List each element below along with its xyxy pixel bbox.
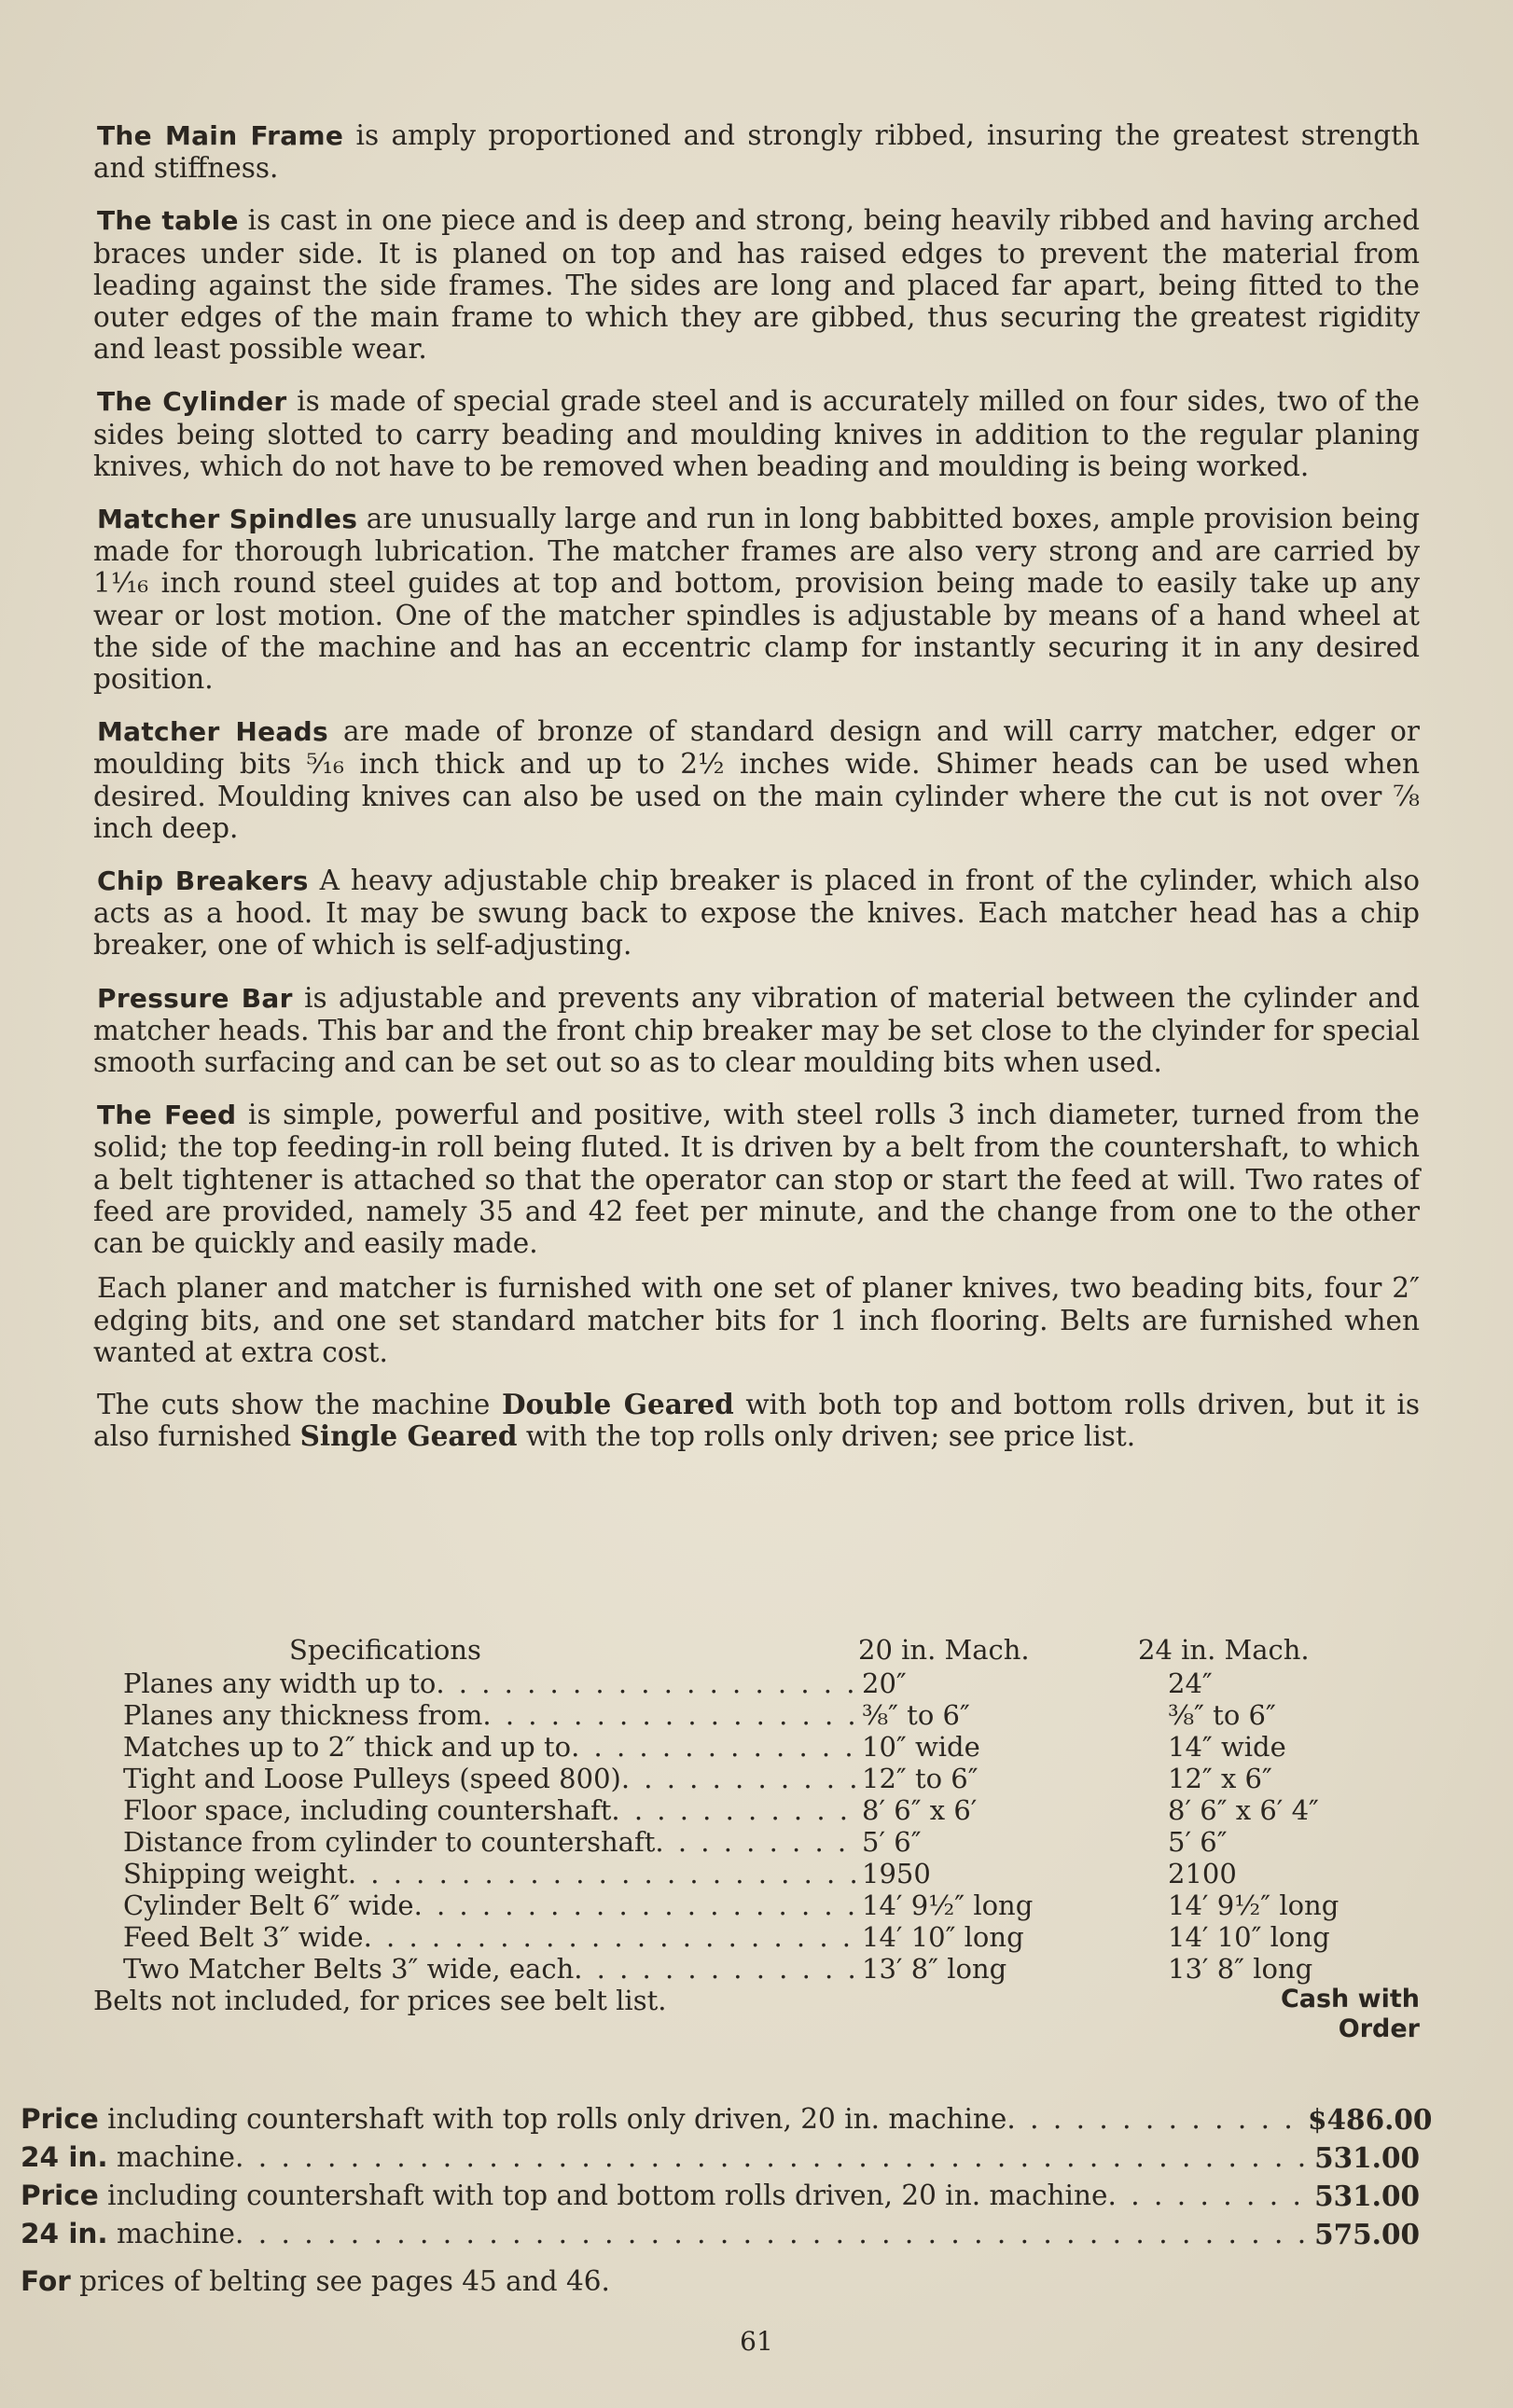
price-value: 531.00: [1314, 2141, 1420, 2174]
paragraph-cuts: [93, 1389, 1420, 1452]
spec-row: [93, 1921, 1420, 1953]
text-matcher-heads: are made of bronze of standard design and will carry matcher, edger or moulding bits ⁵⁄₁₆ inch thick and up to 2½ inches wide. Shimer heads can be used when desired. Moulding knives can also be used on the main cylinder where the cut is not over ⅞ inch deep.: [93, 715, 1420, 844]
spec-label: Two Matcher Belts 3″ wide, each: [123, 1953, 575, 1985]
spec-label: Planes any thickness from: [123, 1699, 483, 1731]
belting-note-text: prices of belting see pages 45 and 46.: [70, 2265, 610, 2297]
specifications-heading: Specifications: [289, 1634, 481, 1666]
spec-value-20: 8′ 6″ x 6′: [862, 1794, 978, 1826]
spec-value-24: ⅜″ to 6″: [1168, 1699, 1276, 1731]
text-cylinder: is made of special grade steel and is accurately milled on four sides, two of the sides being slotted to carry beading and moulding knives in addition to the regular planing knives, which do not have to be removed when beading and moulding is being worked.: [93, 385, 1420, 482]
paragraph-pressure-bar: [93, 982, 1420, 1079]
price-label: including countershaft with top and bottom rolls driven, 20 in. machine: [98, 2180, 1108, 2211]
lead-feed: The Feed: [97, 1100, 237, 1131]
spec-value-24: 14′ 9½″ long: [1168, 1889, 1339, 1921]
text-main-frame: is amply proportioned and strongly ribbed, insuring the greatest strength and stiffness.: [93, 119, 1420, 185]
spec-value-24: 14′ 10″ long: [1168, 1921, 1330, 1953]
price-label: including countershaft with top rolls only driven, 20 in. machine: [98, 2103, 1007, 2135]
spec-row: [93, 1731, 1420, 1763]
price-value: 531.00: [1314, 2180, 1420, 2212]
lead-pressure-bar: Pressure Bar: [97, 982, 293, 1014]
spec-value-24: 2100: [1168, 1858, 1237, 1889]
spec-value-20: 20″: [862, 1668, 907, 1699]
spec-label: Distance from cylinder to countershaft: [123, 1826, 656, 1858]
spec-label: Tight and Loose Pulleys (speed 800): [123, 1763, 621, 1794]
price-label: machine: [107, 2141, 236, 2173]
page-number: 61: [740, 2326, 773, 2357]
text-feed: is simple, powerful and positive, with steel rolls 3 inch diameter, turned from the solid; the top feeding-in roll being fluted. It is driven by a belt from the countershaft, to which a belt tightener is attached so that the operator can stop or start the feed at will. Two rates of feed are provided, namely 35 and 42 feet per minute, and the change from one to the other can be quickly and easily made.: [93, 1099, 1420, 1260]
spec-value-24: 13′ 8″ long: [1168, 1953, 1313, 1985]
text-furnished: Each planer and matcher is furnished with one set of planer knives, two beading bits, four 2″ edging bits, and one set standard matcher bits for 1 inch flooring. Belts are furnished when wanted at extra cost.: [93, 1272, 1420, 1368]
spec-value-24: 8′ 6″ x 6′ 4″: [1168, 1794, 1319, 1826]
paragraph-cylinder: [93, 385, 1420, 482]
lead-matcher-heads: Matcher Heads: [97, 716, 328, 748]
price-value: 575.00: [1314, 2218, 1420, 2250]
spec-row: [93, 1858, 1420, 1889]
text-cuts-2: with both top and bottom rolls driven, but it is also furnished: [93, 1388, 1420, 1453]
text-double-geared: Double Geared: [501, 1387, 734, 1420]
spec-row: [93, 1763, 1420, 1794]
paragraph-feed: [93, 1099, 1420, 1259]
price-label-bold: Price: [21, 2180, 99, 2211]
spec-row: [93, 1668, 1420, 1699]
paragraph-table: [93, 204, 1420, 365]
spec-value-20: 13′ 8″ long: [862, 1953, 1007, 1985]
spec-value-20: 14′ 10″ long: [862, 1921, 1024, 1953]
price-row: [21, 2100, 1433, 2138]
spec-value-20: 1950: [862, 1858, 931, 1889]
text-cuts-3: with the top rolls only driven; see price list.: [517, 1420, 1136, 1453]
belting-note: [21, 2263, 1420, 2301]
column-header-24in: 24 in. Mach.: [1138, 1634, 1310, 1666]
text-single-geared: Single Geared: [299, 1419, 518, 1453]
lead-cylinder: The Cylinder: [97, 386, 287, 418]
spec-row: [93, 1953, 1420, 1985]
spec-value-24: 14″ wide: [1168, 1731, 1286, 1763]
spec-value-24: 12″ x 6″: [1168, 1763, 1272, 1794]
spec-row: [93, 1826, 1420, 1858]
spec-value-20: 10″ wide: [862, 1731, 980, 1763]
paragraph-matcher-heads: [93, 715, 1420, 844]
spec-label: Feed Belt 3″ wide: [123, 1921, 364, 1953]
price-label: machine: [107, 2218, 236, 2249]
price-label-bold: 24 in.: [21, 2141, 108, 2173]
text-matcher-spindles: are unusually large and run in long babbitted boxes, ample provision being made for thorough lubrication. The matcher frames are also very strong and are carried by 1¹⁄₁₆ inch round steel guides at top and bottom, provision being made to easily take up any wear or lost motion. One of the matcher spindles is adjustable by means of a hand wheel at the side of the machine and has an eccentric clamp for instantly securing it in any desired position.: [93, 503, 1420, 696]
paragraph-furnished: [93, 1272, 1420, 1368]
specifications-table: [93, 1634, 1420, 2044]
text-table: is cast in one piece and is deep and strong, being heavily ribbed and having arched braces under side. It is planed on top and has raised edges to prevent the material from leading against the side frames. The sides are long and placed far apart, being fitted to the outer edges of the main frame to which they are gibbed, thus securing the greatest rigidity and least possible wear.: [93, 204, 1420, 366]
paragraph-main-frame: [93, 119, 1420, 184]
lead-table: The table: [97, 205, 239, 237]
text-pressure-bar: is adjustable and prevents any vibration of material between the cylinder and matcher heads. This bar and the front chip breaker may be set close to the clyinder for special smooth surfacing and can be set out so as to clear moulding bits when used.: [93, 981, 1420, 1079]
spec-value-24: 5′ 6″: [1168, 1826, 1228, 1858]
price-value: $486.00: [1308, 2103, 1433, 2136]
cash-with-order: Cash with Order: [1280, 1985, 1420, 2043]
text-cuts-1: The cuts show the machine: [97, 1388, 502, 1420]
spec-label: Shipping weight: [123, 1858, 348, 1889]
lead-chip-breakers: Chip Breakers: [97, 865, 309, 897]
belting-note-bold: For: [21, 2265, 71, 2297]
specifications-header: [93, 1634, 1420, 1666]
spec-value-20: 5′ 6″: [862, 1826, 922, 1858]
spec-value-20: 14′ 9½″ long: [862, 1889, 1034, 1921]
spec-label: Matches up to 2″ thick and up to: [123, 1731, 572, 1763]
price-label-bold: Price: [21, 2103, 99, 2135]
price-row: [21, 2138, 1420, 2177]
spec-row: [93, 1699, 1420, 1731]
lead-main-frame: The Main Frame: [97, 120, 344, 151]
spec-value-24: 24″: [1168, 1668, 1213, 1699]
spec-row: [93, 1889, 1420, 1921]
price-list: [21, 2100, 1433, 2301]
specifications-footer: [93, 1985, 1420, 2044]
paragraph-chip-breakers: [93, 865, 1420, 962]
column-header-20in: 20 in. Mach.: [858, 1634, 1030, 1666]
spec-value-20: ⅜″ to 6″: [862, 1699, 970, 1731]
price-row: [21, 2177, 1420, 2215]
spec-label: Cylinder Belt 6″ wide: [123, 1889, 414, 1921]
belts-note: Belts not included, for prices see belt list.: [93, 1985, 667, 2016]
paragraph-matcher-spindles: [93, 503, 1420, 695]
price-label-bold: 24 in.: [21, 2218, 108, 2249]
spec-label: Planes any width up to: [123, 1668, 437, 1699]
spec-row: [93, 1794, 1420, 1826]
text-chip-breakers: A heavy adjustable chip breaker is placed in front of the cylinder, which also acts as a hood. It may be swung back to expose the knives. Each matcher head has a chip breaker, one of which is self-adjusting.: [93, 865, 1420, 962]
lead-matcher-spindles: Matcher Spindles: [97, 504, 358, 535]
spec-label: Floor space, including countershaft: [123, 1794, 612, 1826]
price-row: [21, 2215, 1420, 2253]
description-text: [93, 119, 1420, 1473]
spec-value-20: 12″ to 6″: [862, 1763, 979, 1794]
